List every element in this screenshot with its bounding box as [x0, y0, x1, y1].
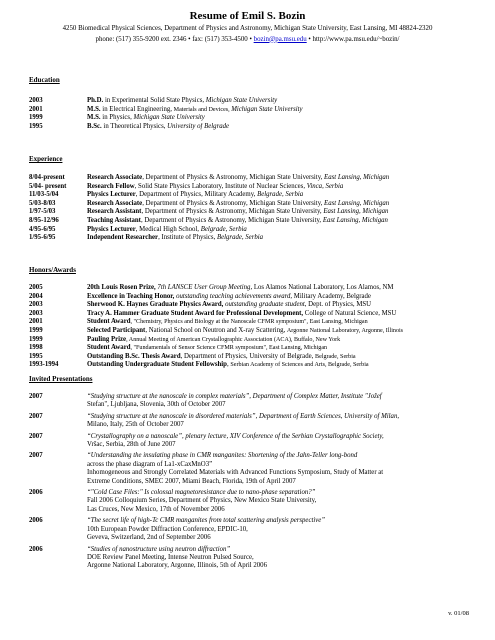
honor-detail [87, 327, 469, 336]
experience-location: East Lansing, Michigan [324, 199, 390, 207]
honor-title: 20th Louis Rosen Prize, [87, 284, 158, 291]
presentation-item [29, 393, 469, 410]
honor-row [29, 353, 469, 362]
email-link[interactable]: bozin@pa.msu.edu [253, 35, 307, 43]
presentation-detail [87, 393, 469, 410]
experience-role: Teaching Assistant [87, 216, 141, 224]
education-row [29, 114, 469, 123]
experience-row [29, 183, 469, 192]
experience-row [29, 191, 469, 200]
presentation-detail [87, 546, 469, 571]
honor-row [29, 310, 469, 319]
degree-institution: Michigan State University [133, 114, 205, 122]
honor-institution: , [226, 361, 231, 369]
experience-role: Research Fellow [87, 182, 135, 190]
honor-detail [87, 318, 469, 327]
presentation-item [29, 546, 469, 571]
experience-detail [87, 174, 469, 183]
degree-field: in Physics, [100, 114, 134, 122]
honor-detail [87, 284, 469, 293]
degree-field: in Electrical Engineering, [100, 105, 174, 113]
experience-heading: Experience [29, 155, 63, 163]
presentation-line: Argonne National Laboratory, Argonne, Illinois, 5th of April 2006 [87, 562, 267, 570]
honor-title: Student Award [87, 344, 131, 352]
honor-title: Tracy A. Hammer Graduate Student Award for Professional Development, [87, 309, 305, 317]
honor-note: Argonne National Laboratory, Argonne, Illinois [286, 327, 404, 334]
honor-detail [87, 310, 469, 319]
experience-dates: 8/04-present [29, 174, 65, 181]
experience-detail [87, 234, 469, 243]
website-text: • http://www.pa.msu.edu/~bozin/ [308, 35, 400, 43]
resume-title: Resume of Emil S. Bozin [189, 10, 306, 22]
honor-year: 1995 [29, 352, 43, 360]
experience-dates: 5/03-8/03 [29, 199, 56, 207]
phone-fax-text: phone: (517) 355-9200 ext. 2346 • fax: (517) 353-4500 • [95, 35, 252, 43]
experience-org: , Institute of Physics, [158, 234, 217, 242]
experience-org: , Medical High School, [135, 225, 201, 233]
honor-title: Student Award [87, 318, 131, 326]
presentation-year: 2007 [29, 412, 43, 420]
experience-org: , Department of Physics & Astronomy, Michigan State University, [140, 216, 323, 224]
experience-dates: 8/95-12/96 [29, 216, 59, 224]
honors-list [29, 284, 469, 370]
honor-row [29, 301, 469, 310]
experience-location: Vinca, Serbia [306, 182, 344, 190]
education-year: 2003 [29, 97, 43, 104]
presentation-line: Vršac, Serbia, 28th of June 2007 [87, 441, 176, 449]
presentation-year: 2006 [29, 489, 43, 497]
contact-line [4, 35, 491, 46]
experience-role: Physics Lecturer [87, 191, 136, 199]
presentation-line: 10th European Powder Diffraction Conference, EPDIC-10, [87, 525, 248, 533]
presentation-line: “"Cold Case Files:" Is colossal magnetoresistance due to nano-phase separation?” [87, 489, 316, 497]
honor-year: 1993-1994 [29, 361, 59, 369]
education-row [29, 97, 469, 106]
experience-role: Independent Researcher [87, 234, 159, 242]
honor-detail [87, 353, 469, 362]
experience-detail [87, 226, 469, 235]
presentation-line: “The secret life of high-Tc CMR manganites from total scattering analysis perspective” [87, 517, 326, 525]
degree-name: M.S. [87, 105, 101, 113]
presentation-year: 2007 [29, 452, 43, 460]
presentation-line: “Studies of nanostructure using neutron diffraction” [87, 545, 231, 553]
presentation-year: 2006 [29, 517, 43, 525]
experience-row [29, 174, 469, 183]
presentation-line: Inhomogeneous and Strongly Correlated Materials with Advanced Functions Symposium, Study of Matter at [87, 469, 384, 477]
honor-detail [87, 301, 469, 310]
experience-detail [87, 183, 469, 192]
experience-dates: 1/95-6/95 [29, 234, 56, 242]
presentation-line: “Studying structure at the nanoscale in complex materials”, Department of Complex Matter, Institute "Jožef [87, 393, 382, 400]
honor-year: 2003 [29, 309, 43, 317]
honor-institution: , Military Academy, Belgrade [290, 292, 371, 300]
honor-year: 2003 [29, 301, 43, 309]
honor-year: 2005 [29, 284, 43, 291]
honor-year: 1999 [29, 326, 43, 334]
experience-row [29, 226, 469, 235]
honor-note: , "Chemistry, Physics and Biology at the Nanoscale CFMR symposium", East Lansing, Michigan [130, 319, 368, 326]
presentation-item [29, 489, 469, 514]
honor-detail [87, 336, 469, 345]
presentation-item [29, 517, 469, 542]
experience-role: Research Assistant [87, 208, 142, 216]
education-heading: Education [29, 76, 60, 84]
honor-row [29, 344, 469, 353]
education-year: 1995 [29, 122, 43, 130]
experience-location: East Lansing, Michigan [322, 216, 388, 224]
honor-row [29, 327, 469, 336]
experience-org: , Department of Physics & Astronomy, Michigan State University, [142, 174, 325, 181]
experience-detail [87, 217, 469, 226]
honor-year: 1998 [29, 344, 43, 352]
honor-row [29, 361, 469, 370]
experience-role: Research Associate [87, 199, 143, 207]
presentation-line: “Understanding the insulating phase in CMR manganites: Shortening of the Jahn-Teller long-bond [87, 452, 358, 460]
honor-title: Sherwood K. Haynes Graduate Physics Award, [87, 301, 226, 309]
experience-role: Research Associate [87, 174, 143, 181]
honor-institution: College of Natural Science, MSU [304, 309, 397, 317]
education-row [29, 106, 469, 115]
experience-list [29, 174, 469, 243]
version-label: v. 01/08 [448, 610, 469, 617]
experience-org: , Solid State Physics Laboratory, Institute of Nuclear Sciences, [134, 182, 307, 190]
honor-title: Selected Participant [87, 326, 146, 334]
degree-institution: University of Belgrade [167, 122, 230, 130]
experience-detail [87, 208, 469, 217]
education-list [29, 97, 469, 131]
honor-row [29, 293, 469, 302]
honor-note: Belgrade, Serbia [315, 353, 356, 360]
presentations-list [29, 393, 469, 574]
experience-org: , Department of Physics & Astronomy, Michigan State University, [142, 199, 325, 207]
education-detail [87, 106, 469, 115]
honor-year: 2004 [29, 292, 43, 300]
degree-institution: Michigan State University [205, 97, 278, 104]
experience-row [29, 234, 469, 243]
experience-dates: 1/97-5/03 [29, 208, 56, 216]
presentation-item [29, 413, 469, 430]
presentation-line: “Crystallography on a nanoscale”, plenary lecture, XIV Conference of the Serbian Crystallographic Society, [87, 432, 384, 440]
presentation-line: Fall 2006 Colloquium Series, Department of Physics, New Mexico State University, [87, 497, 317, 505]
experience-org: , Department of Physics & Astronomy, Michigan State University, [141, 208, 324, 216]
presentation-detail [87, 517, 469, 542]
honor-note: , "Fundamentals of Sensor Science CFMR symposium", East Lansing, Michigan [130, 345, 328, 352]
contact-block [4, 24, 491, 45]
experience-dates: 4/95-6/95 [29, 225, 56, 233]
experience-dates: 5/04- present [29, 182, 67, 190]
experience-row [29, 200, 469, 209]
experience-location: East Lansing, Michigan [323, 208, 389, 216]
honors-heading: Honors/Awards [29, 266, 76, 274]
experience-location: Belgrade, Serbia [257, 191, 304, 199]
honor-title: Pauling Prize [87, 335, 127, 343]
experience-location: East Lansing, Michigan [324, 174, 390, 181]
education-detail [87, 123, 469, 132]
presentation-year: 2007 [29, 432, 43, 440]
honor-description: 7th LANSCE User Group Meeting [157, 284, 251, 291]
education-year: 2001 [29, 105, 43, 113]
education-row [29, 123, 469, 132]
presentation-line: “Studying structure at the nanoscale in disordered materials”, Department of Earth Sciences, University of Milan, [87, 412, 400, 420]
presentation-line: Milano, Italy, 25th of October 2007 [87, 421, 184, 429]
honor-detail [87, 361, 469, 370]
education-detail [87, 97, 469, 106]
honor-institution: , Los Alamos National Laboratory, Los Alamos, NM [250, 284, 394, 291]
honor-institution: , Department of Physics, University of Belgrade, [180, 352, 316, 360]
honor-description: outstanding teaching achievements award [176, 292, 291, 300]
presentation-line: Geveva, Switzerland, 2nd of September 2006 [87, 534, 211, 542]
honor-institution: , Dept. of Physics, MSU [304, 301, 372, 309]
degree-institution: Michigan State University [231, 105, 303, 113]
experience-detail [87, 200, 469, 209]
presentation-detail [87, 413, 469, 430]
honor-detail [87, 344, 469, 353]
presentation-line: Stefan", Ljubljana, Slovenia, 30th of October 2007 [87, 401, 226, 409]
address-line: 4250 Biomedical Physical Sciences, Department of Physics and Astronomy, Michigan State University, East Lansing, MI 48824-2320 [62, 25, 433, 32]
experience-row [29, 208, 469, 217]
honor-title: Excellence in Teaching Honor, [87, 292, 177, 300]
honor-description: outstanding graduate student [225, 301, 305, 309]
presentation-year: 2006 [29, 545, 43, 553]
education-year: 1999 [29, 114, 43, 122]
honor-year: 1999 [29, 335, 43, 343]
honor-institution: , National School on Neutron and X-ray Scattering, [145, 326, 287, 334]
honor-detail [87, 293, 469, 302]
honor-note: Serbian Academy of Sciences and Arts, Belgrade, Serbia [230, 362, 369, 369]
honor-title: Outstanding B.Sc. Thesis Award [87, 352, 181, 360]
degree-field: in Experimental Solid State Physics, [103, 97, 206, 104]
honor-row [29, 336, 469, 345]
honor-row [29, 318, 469, 327]
presentation-year: 2007 [29, 393, 43, 400]
presentation-line: DOE Review Panel Meeting, Intense Neutron Pulsed Source, [87, 553, 254, 561]
presentation-item [29, 433, 469, 450]
presentations-heading: Invited Presentations [29, 375, 93, 383]
experience-detail [87, 191, 469, 200]
experience-location: Belgrade, Serbia [200, 225, 247, 233]
honor-row [29, 284, 469, 293]
presentation-line: Las Cruces, New Mexico, 17th of November 2006 [87, 505, 225, 513]
experience-org: , Department of Physics, Military Academy, [135, 191, 258, 199]
honor-note: , Annual Meeting of American Crystallographic Association (ACA), Buffalo, New York [126, 336, 341, 343]
presentation-item [29, 452, 469, 486]
experience-row [29, 217, 469, 226]
degree-specialty: Materials and Devices, [173, 106, 232, 113]
honor-year: 2001 [29, 318, 43, 326]
degree-field: in Theoretical Physics, [101, 122, 168, 130]
education-detail [87, 114, 469, 123]
experience-location: Belgrade, Serbia [216, 234, 264, 242]
experience-role: Physics Lecturer [87, 225, 136, 233]
presentation-detail [87, 489, 469, 514]
presentation-detail [87, 452, 469, 486]
presentation-line: Extreme Conditions, SMEC 2007, Miami Beach, Florida, 19th of April 2007 [87, 477, 296, 485]
experience-dates: 11/03-5/04 [29, 191, 59, 199]
degree-name: B.Sc. [87, 122, 102, 130]
degree-name: M.S. [87, 114, 101, 122]
honor-title: Outstanding Undergraduate Student Fellowship [87, 361, 227, 369]
degree-name: Ph.D. [87, 97, 104, 104]
presentation-detail [87, 433, 469, 450]
presentation-line: across the phase diagram of La1-xCaxMnO3” [87, 460, 213, 468]
